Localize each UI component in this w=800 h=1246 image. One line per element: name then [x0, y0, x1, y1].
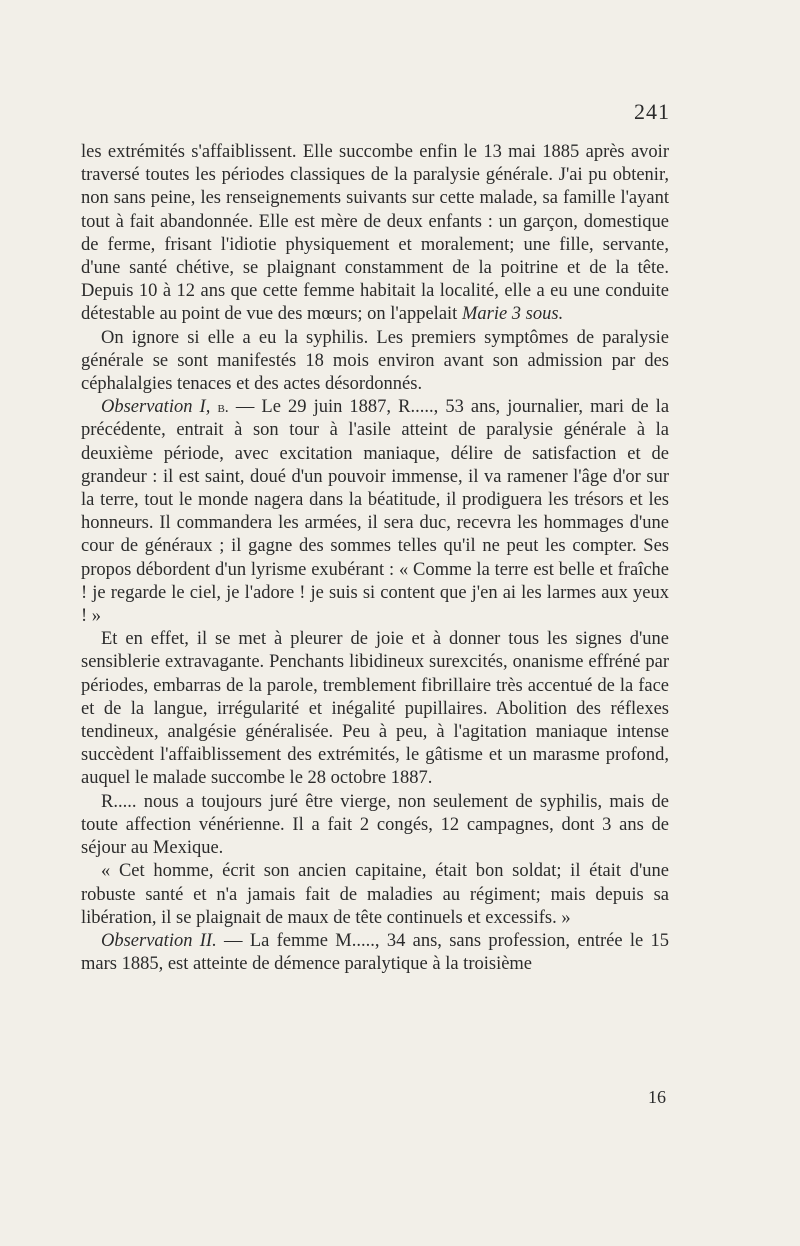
paragraph: « Cet homme, écrit son ancien capitaine, était bon soldat; il était d'une robuste santé et n'a jamais fait de maladies au régiment; mais depuis sa libération, il se plaignait de maux de tête continuels et excessifs. » [81, 861, 669, 928]
paragraph [81, 396, 669, 628]
nickname: Marie 3 sous. [461, 304, 564, 325]
paragraph [81, 930, 669, 976]
page-number: 241 [634, 99, 670, 124]
paragraph-text: les extrémités s'affaiblissent. Elle succombe enfin le 13 mai 1885 après avoir traversé toutes les périodes classiques de la paralysie générale. J'ai pu obtenir, non sans peine, les renseignements suivants sur cette malade, sa famille l'ayant tout à fait abandonnée. Elle est mère de deux enfants : un garçon, domestique de ferme, frisant l'idiotie physiquement et moralement; une fille, servante, d'une santé chétive, se plaignant constamment de la poitrine et de la tête. Depuis 10 à 12 ans que cette femme habitait la localité, elle a eu une conduite détestable au point de vue des mœurs; on l'appelait [81, 142, 669, 325]
paragraph-text: — Le 29 juin 1887, R....., 53 ans, journalier, mari de la précédente, entrait à son tour à l'asile atteint de paralysie générale à la deuxième période, avec excitation maniaque, délire de satisfaction et de grandeur : il est saint, doué d'un pouvoir immense, il va ramener l'âge d'or sur la terre, tout le monde nagera dans la béatitude, il prodiguera les trésors et les honneurs. Il commandera les armées, il sera duc, recevra les hommages d'une cour de généraux ; il gagne des sommes telles qu'il ne peut les compter. Ses propos débordent d'un lyrisme exubérant : « Comme la terre est belle et fraîche ! je regarde le ciel, je l'adore ! je suis si content que j'en ai les larmes aux yeux ! » [81, 397, 670, 627]
signature-mark: 16 [648, 1087, 666, 1107]
body-text [81, 141, 669, 976]
observation-heading: Observation I, [101, 397, 211, 418]
observation-subheading: b. [217, 399, 229, 417]
paragraph: R..... nous a toujours juré être vierge, non seulement de syphilis, mais de toute affection vénérienne. Il a fait 2 congés, 12 campagnes, dont 3 ans de séjour au Mexique. [81, 791, 669, 859]
paragraph [81, 141, 669, 327]
paragraph: On ignore si elle a eu la syphilis. Les premiers symptômes de paralysie générale se sont manifestés 18 mois environ avant son admission par des céphalalgies tenaces et des actes désordonnés. [81, 327, 669, 395]
paragraph: Et en effet, il se met à pleurer de joie et à donner tous les signes d'une sensiblerie extravagante. Penchants libidineux surexcités, onanisme effréné par périodes, embarras de la parole, tremblement fibrillaire très accentué de la face et de la langue, irrégularité et inégalité pupillaires. Abolition des réflexes tendineux, analgésie généralisée. Peu à peu, à l'agitation maniaque intense succèdent l'affaiblissement des extrémités, le gâtisme et un marasme profond, auquel le malade succombe le 28 octobre 1887. [81, 629, 669, 789]
paragraph-text: — La femme M....., 34 ans, sans profession, entrée le 15 mars 1885, est atteinte de démence paralytique à la troisième [81, 930, 670, 975]
observation-heading: Observation II. [101, 930, 217, 951]
